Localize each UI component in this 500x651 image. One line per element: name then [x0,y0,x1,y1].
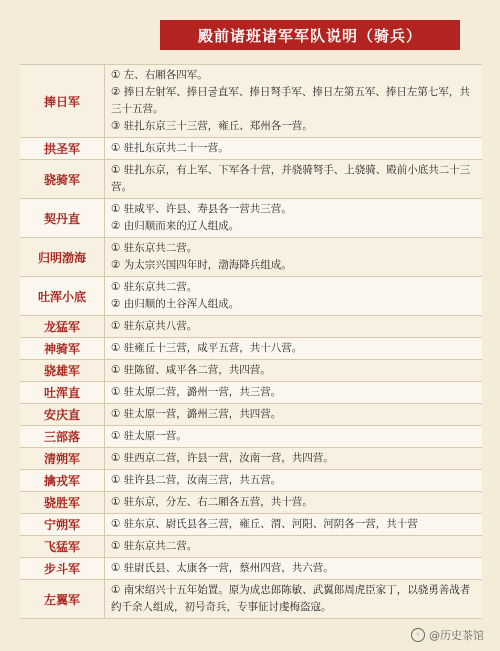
table-row [20,470,482,492]
unit-name: 吐浑小底 [20,277,105,315]
chat-icon: ◦ [411,628,425,642]
unit-name: 神骑军 [20,338,105,359]
unit-name: 吐浑直 [20,382,105,403]
unit-description [105,138,482,159]
unit-name: 归明渤海 [20,238,105,276]
table-row [20,238,482,277]
table-row [20,536,482,558]
description-line: ① 驻扎东京，有上军、下军各十营，并骁骑弩手、上骁骑、殿前小底共二十三营。 [111,164,471,193]
description-line: ② 由归顺的土谷浑人组成。 [111,298,240,310]
unit-description [105,316,482,337]
unit-name: 宁朔军 [20,514,105,535]
unit-name: 契丹直 [20,199,105,237]
table-row [20,199,482,238]
unit-description [105,470,482,491]
unit-name: 拱圣军 [20,138,105,159]
unit-name: 骁骑军 [20,160,105,198]
unit-description [105,558,482,579]
watermark-text: @历史茶馆 [429,629,484,642]
unit-description [105,338,482,359]
description-line: ① 南宋绍兴十五年始置。原为成忠郎陈敏、武翼郎周虎臣家丁，以骁勇善战者约千余人组成，初号奇兵，专事征讨虔梅盗寇。 [111,584,471,613]
unit-name: 左翼军 [20,580,105,618]
description-line: ① 驻东京共二营。 [111,242,198,254]
description-line: ② 由归顺而来的辽人组成。 [111,220,240,232]
table-row [20,448,482,470]
description-line: ① 驻扎东京共二十一营。 [111,142,229,154]
unit-name: 步斗军 [20,558,105,579]
description-line: ① 驻许县二营，汝南三营，共五营。 [111,474,282,486]
unit-description [105,514,482,535]
table-row [20,558,482,580]
unit-name: 骁胜军 [20,492,105,513]
description-line: ① 驻东京共八营。 [111,320,198,332]
description-line: ① 驻陈留、咸平各二营，共四营。 [111,364,271,376]
description-line: ① 驻尉氏县、太康各一营，蔡州四营，共六营。 [111,562,334,574]
unit-name: 龙猛军 [20,316,105,337]
unit-description [105,404,482,425]
table-row [20,65,482,138]
description-line: ② 捧日左射军、捧日굴直军、捧日弩手军、捧日左第五军、捧日左第七军，共三十五营。 [111,86,470,115]
table-row [20,160,482,199]
unit-name: 飞猛军 [20,536,105,557]
unit-name: 三部落 [20,426,105,447]
description-line: ① 驻雍丘十三营，咸平五营，共十八营。 [111,342,303,354]
unit-description [105,238,482,276]
description-line: ① 左、右厢各四军。 [111,69,208,81]
unit-name: 清朔军 [20,448,105,469]
unit-name: 安庆直 [20,404,105,425]
unit-name: 骁雄军 [20,360,105,381]
unit-name: 捧日军 [20,65,105,137]
description-line: ① 驻太原一营，潞州三营，共四营。 [111,408,282,420]
description-line: ① 驻太原二营，潞州一营，共三营。 [111,386,282,398]
description-line: ① 驻太原一营。 [111,430,187,442]
army-table [20,64,482,619]
description-line: ② 为太宗兴国四年时，渤海降兵组成。 [111,259,292,271]
unit-description [105,65,482,137]
table-row [20,580,482,619]
description-line: ① 驻西京二营，许县一营，汝南一营，共四营。 [111,452,334,464]
table-row [20,138,482,160]
watermark [411,627,484,643]
unit-description [105,492,482,513]
unit-description [105,360,482,381]
description-line: ① 驻东京、尉氏县各三营，雍丘、渭、河阳、河阴各一营，共十营 [111,518,418,530]
table-row [20,426,482,448]
description-line: ③ 驻扎东京三十三营，雍丘、郑州各一营。 [111,120,313,132]
table-row [20,514,482,536]
table-row [20,382,482,404]
table-row [20,404,482,426]
table-row [20,492,482,514]
unit-description [105,448,482,469]
unit-description [105,160,482,198]
description-line: ① 驻东京共二营。 [111,540,198,552]
unit-description [105,536,482,557]
table-row [20,338,482,360]
description-line: ① 驻东京共二营。 [111,281,198,293]
unit-name: 擒戎军 [20,470,105,491]
unit-description [105,382,482,403]
page-title: 殿前诸班诸军军队说明（骑兵） [160,20,460,50]
table-row [20,316,482,338]
table-row [20,277,482,316]
table-row [20,360,482,382]
unit-description [105,199,482,237]
unit-description [105,426,482,447]
description-line: ① 驻东京，分左、右二厢各五营，共十营。 [111,496,313,508]
description-line: ① 驻咸平、许县、寿县各一营共三营。 [111,203,292,215]
unit-description [105,277,482,315]
unit-description [105,580,482,618]
